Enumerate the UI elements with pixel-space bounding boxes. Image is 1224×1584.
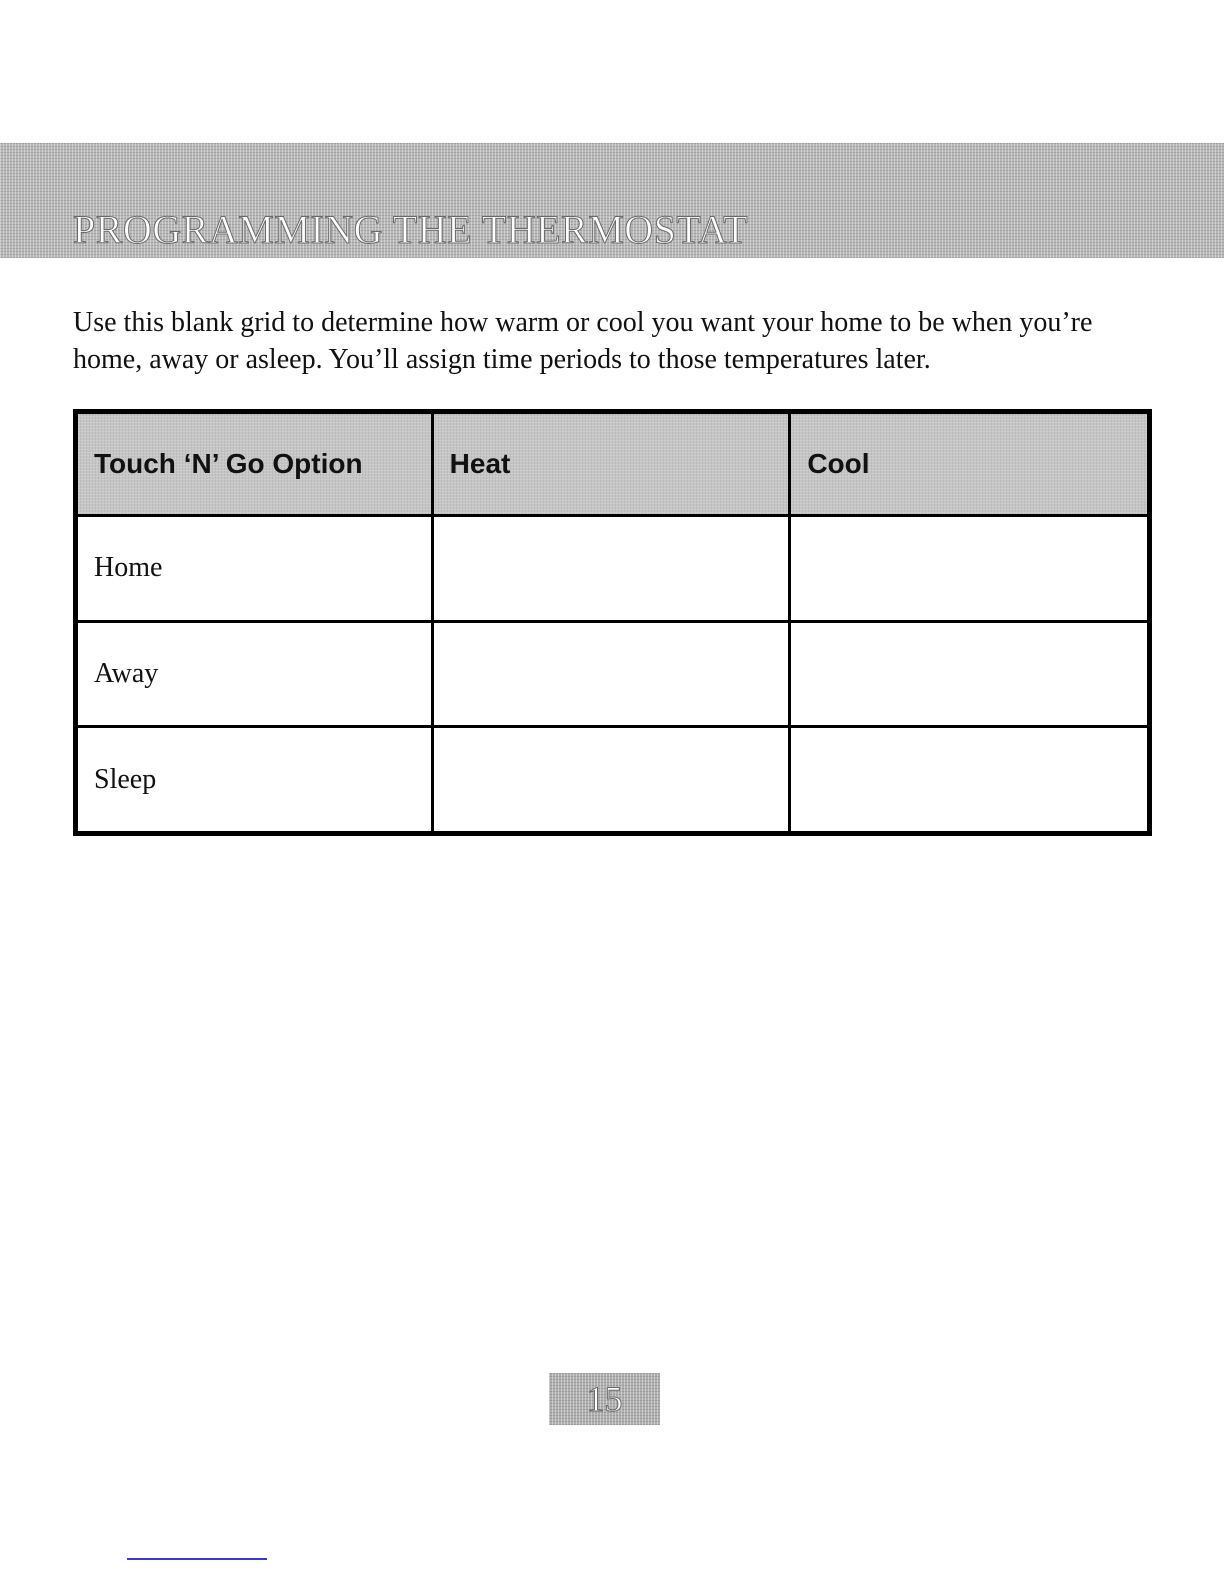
table-row xyxy=(76,516,1150,622)
table-row xyxy=(76,727,1150,834)
column-header-option: Touch ‘N’ Go Option xyxy=(76,412,433,516)
cool-cell xyxy=(790,516,1150,622)
cool-cell xyxy=(790,727,1150,834)
page-number-badge xyxy=(549,1373,660,1425)
heat-cell xyxy=(432,727,790,834)
cool-cell xyxy=(790,621,1150,727)
page-title: PROGRAMMING THE THERMOSTAT xyxy=(73,207,749,252)
option-cell: Sleep xyxy=(76,727,433,834)
table-header-row xyxy=(76,412,1150,516)
intro-paragraph: Use this blank grid to determine how warm or cool you want your home to be when you’re home, away or asleep. You’ll assign time periods to those temperatures later. xyxy=(73,307,1093,375)
page-number: 15 xyxy=(586,1379,623,1419)
temperature-grid-table xyxy=(73,409,1152,836)
heat-cell xyxy=(432,621,790,727)
option-cell: Away xyxy=(76,621,433,727)
column-header-heat: Heat xyxy=(432,412,790,516)
table-row xyxy=(76,621,1150,727)
option-cell: Home xyxy=(76,516,433,622)
column-header-cool: Cool xyxy=(790,412,1150,516)
footer-divider xyxy=(127,1558,267,1560)
heat-cell xyxy=(432,516,790,622)
